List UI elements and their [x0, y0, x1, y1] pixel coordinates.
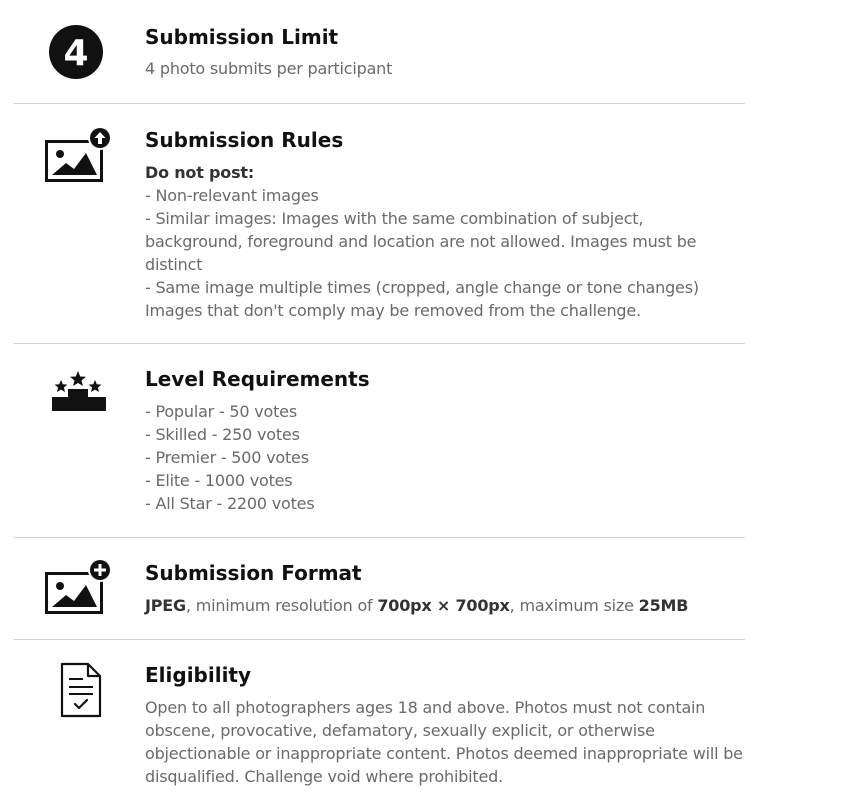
image-add-icon — [44, 560, 108, 624]
section-description: 4 photo submits per participant — [145, 59, 393, 78]
section-title: Submission Limit — [145, 25, 339, 49]
podium-stars-icon — [44, 366, 108, 430]
submission-format-section — [14, 538, 745, 640]
number-4-icon — [44, 22, 108, 86]
submission-limit-section — [14, 0, 745, 104]
format-size: 25MB — [638, 596, 689, 615]
svg-text:4: 4 — [63, 33, 89, 74]
rule-line: - Non-relevant images — [145, 186, 319, 205]
rules-list — [145, 161, 745, 322]
section-description: Open to all photographers ages 18 and above. Photos must not contain obscene, provocative, defamatory, sexually explicit, or otherwise objectionable or inappropriate content. Photos deemed inappropriate will be disqualified. Challenge void where prohibited. — [145, 698, 743, 786]
level-requirements-section — [14, 344, 745, 538]
levels-list — [145, 400, 745, 515]
section-title: Level Requirements — [145, 367, 370, 391]
submission-rules-section — [14, 104, 745, 344]
rule-line: Images that don't comply may be removed from the challenge. — [145, 301, 641, 320]
format-text: , maximum size — [509, 596, 639, 615]
eligibility-section — [14, 640, 745, 796]
challenge-details-list — [14, 0, 745, 796]
level-item: - All Star - 2200 votes — [145, 494, 315, 513]
image-upload-icon — [44, 128, 108, 192]
rules-lead: Do not post: — [145, 163, 255, 182]
section-title: Submission Format — [145, 561, 362, 585]
format-text: , minimum resolution of — [185, 596, 378, 615]
level-item: - Premier - 500 votes — [145, 448, 309, 467]
section-title: Submission Rules — [145, 128, 344, 152]
rule-line: - Same image multiple times (cropped, angle change or tone changes) — [145, 278, 699, 297]
level-item: - Popular - 50 votes — [145, 402, 297, 421]
document-check-icon — [44, 660, 108, 724]
format-type: JPEG — [145, 596, 186, 615]
section-title: Eligibility — [145, 663, 252, 687]
level-item: - Elite - 1000 votes — [145, 471, 293, 490]
rule-line: - Similar images: Images with the same combination of subject, background, foreground and location are not allowed. Images must be distinct — [145, 209, 697, 274]
format-description — [145, 594, 745, 617]
level-item: - Skilled - 250 votes — [145, 425, 300, 444]
format-resolution: 700px × 700px — [377, 596, 510, 615]
